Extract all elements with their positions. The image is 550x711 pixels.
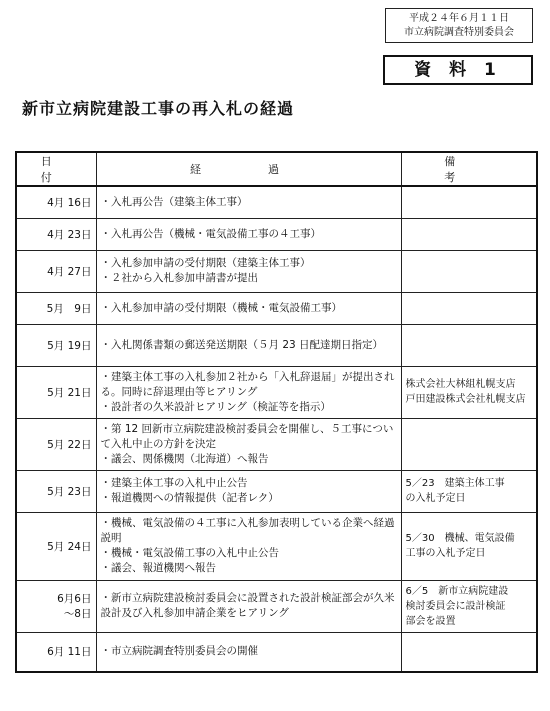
row-description [96, 186, 401, 218]
row-date [16, 632, 96, 672]
row-bullet-item: ・報道機関への情報提供（記者レク） [100, 492, 279, 504]
row-note-line: 部会を設置 [405, 615, 456, 627]
row-date [16, 324, 96, 366]
row-bullet-item: ・新市立病院建設検討委員会に設置された設計検証部会が久米設計及び入札参加申請企業をヒアリング [100, 592, 395, 619]
row-date-line: ～8日 [63, 608, 92, 620]
table-row [16, 366, 537, 418]
row-description [96, 250, 401, 292]
row-date-line: 5月 22日 [47, 438, 92, 451]
row-description [96, 470, 401, 512]
row-date-line: 5月 9日 [46, 302, 92, 315]
row-notes [401, 512, 537, 580]
table-row [16, 218, 537, 250]
row-date-line: 5月 23日 [47, 485, 92, 498]
row-note-line: 5／23 建築主体工事 [405, 478, 505, 489]
row-notes [401, 632, 537, 672]
row-date [16, 250, 96, 292]
row-bullet-item: ・建築主体工事の入札参加２社から「入札辞退届」が提出される。同時に辞退理由等ヒアリング [100, 370, 395, 398]
row-note-line: 株式会社大林組札幌支店 [405, 379, 516, 390]
row-date [16, 418, 96, 470]
table-row [16, 512, 537, 580]
header-description: 経 過 [96, 152, 401, 186]
row-bullet-item: ・議会、関係機関（北海道）へ報告 [100, 452, 269, 465]
table-row [16, 632, 537, 672]
row-notes [401, 366, 537, 418]
row-bullet-item: ・入札参加申請の受付期限（建築主体工事） [100, 257, 311, 269]
table-body [16, 186, 537, 672]
row-date [16, 470, 96, 512]
row-bullet-item: ・２社から入札参加申請書が提出 [100, 272, 258, 284]
row-bullet-item: ・議会、報道機関へ報告 [100, 562, 216, 574]
row-date [16, 366, 96, 418]
table-row [16, 186, 537, 218]
row-bullet-item: ・市立病院調査特別委員会の開催 [100, 645, 258, 658]
row-description [96, 632, 401, 672]
header-notes: 備 考 [401, 152, 537, 186]
row-description [96, 366, 401, 418]
row-notes [401, 250, 537, 292]
row-note-line: の入札予定日 [405, 493, 466, 504]
row-description [96, 218, 401, 250]
table-row [16, 292, 537, 324]
row-date-line: 4月 23日 [47, 228, 92, 241]
row-notes [401, 186, 537, 218]
row-description [96, 580, 401, 632]
row-description [96, 418, 401, 470]
meta-committee: 市立病院調査特別委員会 [404, 27, 514, 38]
row-date-line: 5月 19日 [47, 339, 92, 352]
row-date [16, 512, 96, 580]
header-date: 日 付 [16, 152, 96, 186]
document-label: 資 料 1 [383, 55, 533, 85]
row-description [96, 292, 401, 324]
row-notes [401, 470, 537, 512]
page-title: 新市立病院建設工事の再入札の経過 [22, 99, 295, 118]
row-description [96, 512, 401, 580]
row-note-line: 5／30 機械、電気設備 [405, 533, 515, 544]
row-bullet-item: ・入札再公告（建築主体工事） [100, 195, 248, 208]
row-bullet-item: ・入札再公告（機械・電気設備工事の４工事） [100, 227, 321, 240]
table-row [16, 324, 537, 366]
meta-date: 平成２４年６月１１日 [409, 13, 509, 24]
row-note-line: 検討委員会に設計検証 [405, 600, 506, 612]
table-header-row [16, 152, 537, 186]
row-date-line: 6月6日 [57, 593, 92, 605]
row-bullet-item: ・入札参加申請の受付期限（機械・電気設備工事） [100, 301, 342, 314]
row-date-line: 5月 21日 [47, 386, 92, 399]
table-row [16, 418, 537, 470]
row-date [16, 580, 96, 632]
row-description [96, 324, 401, 366]
row-date-line: 4月 27日 [47, 265, 92, 278]
row-notes [401, 580, 537, 632]
row-date [16, 186, 96, 218]
row-notes [401, 218, 537, 250]
row-date-line: 4月 16日 [47, 196, 92, 209]
table-row [16, 470, 537, 512]
row-bullet-item: ・第 12 回新市立病院建設検討委員会を開催し、５工事について入札中止の方針を決定 [100, 422, 394, 450]
table-row [16, 580, 537, 632]
table-row [16, 250, 537, 292]
row-date-line: 6月 11日 [47, 646, 92, 659]
timeline-table [15, 151, 543, 673]
row-bullet-item: ・機械、電気設備の４工事に入札参加表明している企業へ経過説明 [100, 517, 395, 544]
row-date-line: 5月 24日 [47, 540, 92, 553]
row-notes [401, 324, 537, 366]
row-date [16, 218, 96, 250]
row-note-line: 工事の入札予定日 [405, 548, 486, 559]
row-bullet-item: ・機械・電気設備工事の入札中止公告 [100, 547, 279, 559]
row-bullet-item: ・入札関係書類の郵送発送期限（５月 23 日配達期日指定） [100, 338, 384, 351]
row-bullet-item: ・建築主体工事の入札中止公告 [100, 477, 248, 489]
row-notes [401, 292, 537, 324]
row-note-line: 戸田建設株式会社札幌支店 [405, 394, 526, 405]
row-note-line: 6／5 新市立病院建設 [405, 585, 509, 597]
row-notes [401, 418, 537, 470]
row-bullet-item: ・設計者の久米設計ヒアリング（検証等を指示） [100, 400, 331, 413]
row-date [16, 292, 96, 324]
meta-box [385, 8, 533, 43]
